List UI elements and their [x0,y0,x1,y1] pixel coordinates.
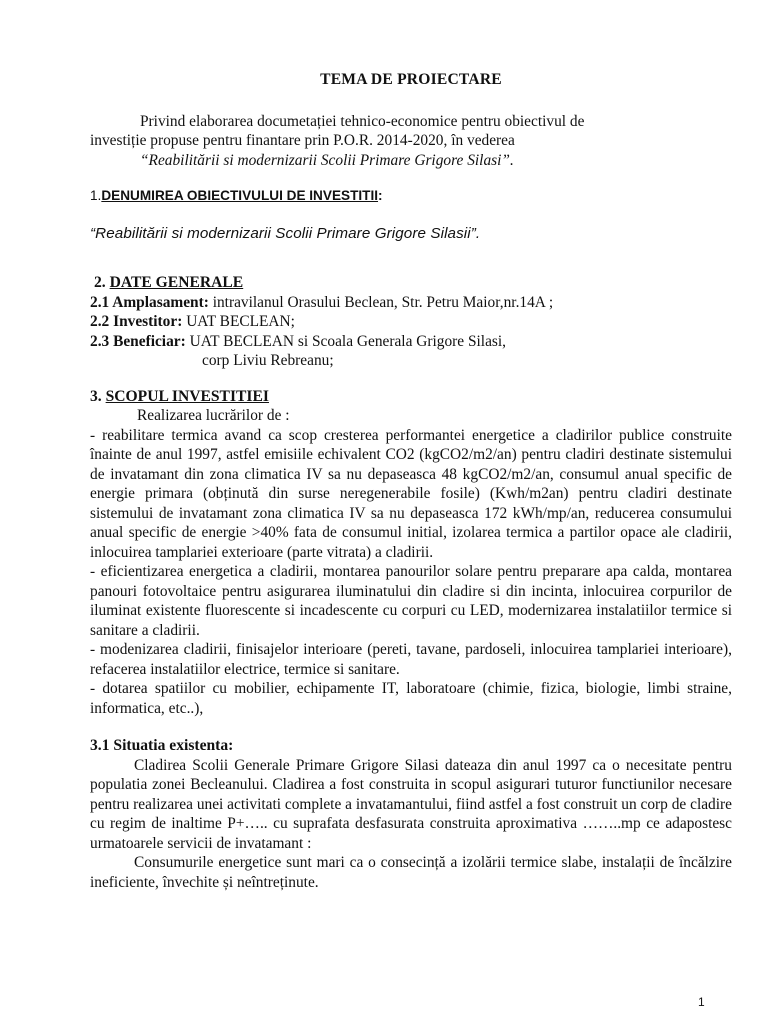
location-label: 2.1 Amplasament: [90,293,209,311]
section-1-number: 1. [90,188,102,203]
section-2-number: 2. [94,274,106,291]
section-3-1-heading: 3.1 Situatia existenta: [90,737,234,754]
works-lead: Realizarea lucrărilor de : [137,407,290,424]
beneficiary-label: 2.3 Beneficiar: [90,332,186,350]
works-bullet: - eficientizarea energetica a cladirii, montarea panourilor solare pentru preparare apa calda, montarea panouri fotovoltaice pentru asigurarea iluminatului din cladire si din incinta, inlocuirea corpurilor de iluminat existente fluorescente si incadescente cu corpuri cu LED, modernizarea instalatiilor termice si sanitare a cladirii. [90,563,732,639]
investor-label: 2.2 Investitor: [90,313,183,330]
intro-line-3: “Reabilitării si modernizarii Scolii Primare Grigore Silasi”. [140,151,514,169]
objective-name: “Reabilitării si modernizarii Scolii Primare Grigore Silasii”. [90,224,481,242]
works-bullet: - reabilitare termica avand ca scop cresterea performantei energetice a cladirilor publice construite înainte de anul 1997, astfel emisiile echivalent CO2 (kgCO2/m2/an) pentru cladiri destinate sistemului de invatamant din zona climatica IV sa nu depaseasca 48 kgCO2/m2/an, consumul anual specific de energie primara (obținută din surse neregenerabile fosile) (Kwh/m2an) pentru cladiri destinate sistemului de invatamant zona climatica IV sa nu depaseasca 172 kWh/mp/an, reducerea consumului anual specific de energie >40% fata de consumul initial, izolarea termica a partilor opace ale cladirii, inlocuirea tamplariei exterioare (parte vitrata) a cladirii. [90,426,732,561]
intro-paragraph [90,112,732,171]
intro-line-2: investiție propuse pentru finantare prin P.O.R. 2014-2020, în vederea [90,132,515,149]
section-2-title: DATE GENERALE [109,274,244,291]
general-data-row-investor [90,312,732,332]
section-1-title: DENUMIREA OBIECTIVULUI DE INVESTITII [101,188,379,203]
energy-consumption-paragraph: Consumurile energetice sunt mari ca o consecință a izolării termice slabe, instalații de încălzire ineficiente, învechite și neîntreținute. [90,854,732,891]
section-3-title: SCOPUL INVESTITIEI [105,387,269,405]
investor-value: UAT BECLEAN; [182,313,295,330]
intro-line-1: Privind elaborarea documetației tehnico-economice pentru obiectivul de [140,112,585,130]
general-data-row-location [90,293,732,313]
general-data-row-beneficiary [90,332,732,352]
section-3-number: 3. [90,387,102,405]
works-bullet: - modenizarea cladirii, finisajelor interioare (pereti, tavane, pardoseli, inlocuirea tamplariei interioare), refacerea instalatiilor electrice, termice si sanitare. [90,641,732,678]
beneficiary-continuation: corp Liviu Rebreanu; [202,352,334,369]
existing-situation-paragraph: Cladirea Scolii Generale Primare Grigore Silasi dateaza din anul 1997 ca o necesitate pentru populatia zonei Becleanului. Cladirea a fost construita in scopul asigurari tuturor functiunilor necesare pentru realizarea unei activitati complete a invatamantului, fiind astfel a fost construit un corp de cladire cu regim de inaltime P+….. cu suprafata desfasurata construita aproximativa ……..mp ce adapostesc urmatoarele servicii de invatamant : [90,756,732,852]
document-title: TEMA DE PROIECTARE [320,71,502,88]
section-1-heading [90,186,732,206]
document-page [90,70,732,892]
section-3-heading [90,387,732,407]
works-bullet: - dotarea spatiilor cu mobilier, echipamente IT, laboratoare (chimie, fizica, biologie, limbi straine, informatica, etc..), [90,680,732,717]
beneficiary-value: UAT BECLEAN si Scoala Generala Grigore Silasi, [185,332,507,350]
page-number: 1 [698,995,705,1009]
section-1-colon: : [378,188,383,203]
location-value: intravilanul Orasului Beclean, Str. Petru Maior,nr.14A ; [208,293,554,311]
section-2-heading [90,273,732,293]
